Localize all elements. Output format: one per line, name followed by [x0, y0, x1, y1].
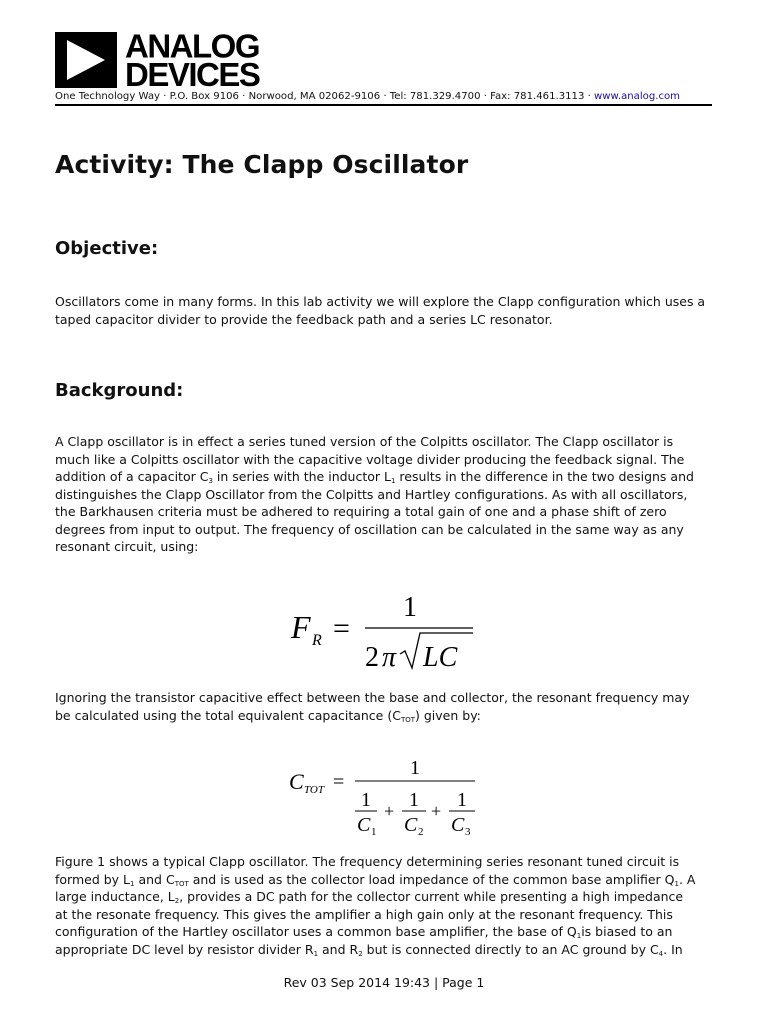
background-paragraph-1 — [55, 433, 715, 556]
svg-text:C: C — [289, 769, 304, 794]
text-line: configuration of the Hartley oscillator uses a common base amplifier, the base of $Q_1is$ biased to an — [55, 924, 673, 940]
background-heading: Background: — [55, 380, 184, 401]
logo-line-1: ANALOG — [125, 26, 259, 65]
objective-text: Oscillators come in many forms. In this lab activity we will explore the Clapp configuration which uses a taped capacitor divider to provide the feedback path and a series LC resonator. — [55, 294, 706, 327]
svg-text:LC: LC — [423, 642, 458, 672]
text-line: A Clapp oscillator is in effect a series tuned version of the Colpitts oscillator. The Clapp oscillator is — [55, 434, 674, 449]
svg-text:1: 1 — [409, 789, 419, 811]
background-paragraph-3 — [55, 853, 715, 958]
text-line: at the resonate frequency. This gives the amplifier a high gain only at the resonant frequency. This — [55, 906, 673, 922]
text-line: Figure 1 shows a typical Clapp oscillator. The frequency determining series resonant tuned circuit is — [55, 854, 680, 869]
text-line: distinguishes the Clapp Oscillator from the Colpitts and Hartley configurations. As with all oscillators, — [55, 486, 688, 502]
svg-text:3: 3 — [465, 826, 471, 838]
background-paragraph-2 — [55, 689, 715, 724]
address-text: One Technology Way · P.O. Box 9106 · Norwood, MA 02062-9106 · Tel: 781.329.4700 · Fax: 781.461.3113 · — [55, 91, 595, 102]
page-title: Activity: The Clapp Oscillator — [55, 150, 469, 179]
svg-text:2: 2 — [418, 826, 424, 838]
svg-text:TOT: TOT — [304, 784, 324, 796]
text-line: the Barkhausen criteria must be adhered to requiring a total gain of one and a phase shift of zero — [55, 504, 667, 519]
text-line: resonant circuit, using: — [55, 539, 199, 554]
svg-text:1: 1 — [457, 789, 467, 811]
svg-text:2: 2 — [365, 642, 379, 672]
svg-text:=: = — [333, 771, 345, 793]
svg-text:C: C — [404, 814, 418, 836]
svg-text:+: + — [384, 801, 395, 821]
svg-text:+: + — [431, 801, 442, 821]
analog-devices-logo — [55, 26, 260, 94]
svg-text:C: C — [451, 814, 465, 836]
total-capacitance-formula — [285, 755, 485, 839]
svg-text:1: 1 — [410, 757, 420, 779]
text-line: large inductance, $L_2$, provides a DC path for the collector current while presenting a high impedance — [55, 889, 684, 905]
text-line: be calculated using the total equivalent capacitance $(C_{TOT})$ given by: — [55, 707, 481, 724]
svg-text:R: R — [312, 632, 322, 649]
resonant-frequency-formula — [285, 590, 485, 672]
svg-text:1: 1 — [403, 592, 417, 623]
svg-text:C: C — [357, 814, 371, 836]
text-line: formed by $L_1$ and $C_{TOT}$ and is used as the collector load impedance of the common base amplifier $Q_1$. A — [55, 871, 696, 888]
svg-text:1: 1 — [361, 789, 371, 811]
company-address — [55, 91, 680, 102]
svg-text:1: 1 — [371, 826, 377, 838]
text-line: much like a Colpitts oscillator with the capacitive voltage divider producing the feedback signal. The — [55, 451, 685, 467]
website-link[interactable]: www.analog.com — [594, 91, 681, 102]
svg-text:π: π — [382, 642, 397, 672]
text-line: appropriate DC level by resistor divider $R_1$ and $R_2$ but is connected directly to an AC ground by $C_4$. In — [55, 941, 683, 958]
text-line: degrees from input to output. The frequency of oscillation can be calculated in the same way as any — [55, 521, 684, 537]
header-divider — [55, 104, 712, 106]
text-line: addition of a capacitor $C_3$ in series with the inductor $L_1$ results in the difference in the two designs and — [55, 469, 694, 485]
text-line: Ignoring the transistor capacitive effect between the base and collector, the resonant frequency may — [55, 690, 690, 705]
logo-triangle-icon — [55, 32, 117, 88]
svg-text:=: = — [333, 612, 350, 645]
logo-wordmark — [125, 26, 260, 94]
logo-line-2: DEVICES — [125, 55, 260, 94]
page-footer: Rev 03 Sep 2014 19:43 | Page 1 — [283, 975, 485, 990]
objective-heading: Objective: — [55, 238, 159, 259]
svg-text:F: F — [291, 609, 311, 645]
